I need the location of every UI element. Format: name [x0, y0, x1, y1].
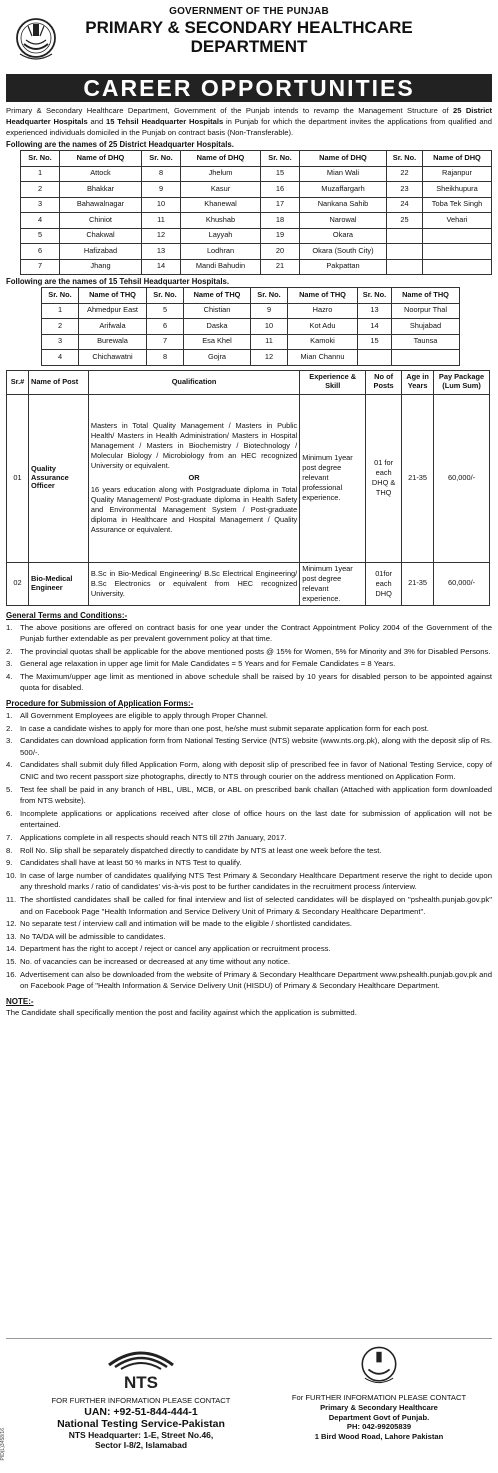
post-sr: 01	[7, 394, 29, 562]
thq-sr-cell: 11	[251, 334, 288, 350]
post-age: 21-35	[402, 394, 434, 562]
dhq-sr-cell	[387, 228, 423, 244]
list-item: 6. Incomplete applications or applications received after close of office hours on the last date for submission of application will not be entertained.	[6, 808, 492, 830]
thq-sr-cell: 9	[251, 303, 288, 319]
nts-address-line2: Sector I-8/2, Islamabad	[94, 1439, 188, 1450]
dhq-sr-cell: 12	[142, 228, 181, 244]
list-item: 16. Advertisement can also be downloaded from the website of Primary & Secondary Healthcare Department www.pshealth.punjab.gov.pk and on Facebook Page of "Health Information & Service Delivery Unit (HISDU) of Primary & Secondary Healthcare Department.	[6, 969, 492, 991]
dhq-name-cell: Nankana Sahib	[300, 197, 387, 213]
posts-col-count: No of Posts	[366, 370, 402, 394]
list-item: 1. All Government Employees are eligible to apply through Proper Channel.	[6, 711, 268, 721]
dhq-name-cell	[423, 244, 492, 260]
department-contact-block	[270, 1343, 488, 1441]
post-age: 21-35	[402, 562, 434, 605]
note-title: NOTE:-	[6, 996, 34, 1006]
dhq-name-cell: Khanewal	[181, 197, 261, 213]
post-count: 01for each DHQ	[366, 562, 402, 605]
dhq-sr-cell: 24	[387, 197, 423, 213]
thq-name-cell: Gojra	[184, 350, 251, 366]
nts-name: National Testing Service-Pakistan	[57, 1417, 225, 1430]
department-contact-line2: Department Govt of Punjab.	[328, 1412, 430, 1422]
list-item: 12. No separate test / interview call and intimation will be made to the eligible / shortlisted candidates.	[6, 919, 353, 929]
thq-sr-cell: 1	[42, 303, 79, 319]
dhq-col-name: Name of DHQ	[423, 151, 492, 167]
table-row	[21, 244, 492, 260]
posts-col-age: Age in Years	[402, 370, 434, 394]
dhq-name-cell: Bahawalnagar	[60, 197, 142, 213]
dhq-sr-cell: 21	[261, 259, 300, 275]
thq-col-name: Name of THQ	[79, 288, 147, 304]
dhq-name-cell	[423, 259, 492, 275]
nts-logo-icon	[101, 1343, 181, 1393]
dhq-sr-cell: 4	[21, 213, 60, 229]
dhq-col-name: Name of DHQ	[60, 151, 142, 167]
table-row	[21, 228, 492, 244]
list-item: 11. The shortlisted candidates shall be called for final interview and list of selected candidates will be displayed on "pshealth.punjab.gov.pk" and on Facebook Page "Health Information and Service Delivery Unit of Primary & Secondary Healthcare Department".	[6, 894, 492, 916]
nts-logo-text: NTS	[124, 1373, 158, 1392]
table-row	[7, 562, 490, 605]
thq-col-sr: Sr. No.	[251, 288, 288, 304]
thq-name-cell: Hazro	[288, 303, 358, 319]
dhq-sr-cell: 8	[142, 166, 181, 182]
thq-name-cell: Ahmedpur East	[79, 303, 147, 319]
list-item: 14. Department has the right to accept / reject or cancel any application or recruitment process.	[6, 944, 331, 954]
dhq-col-name: Name of DHQ	[300, 151, 387, 167]
thq-name-cell: Kot Adu	[288, 319, 358, 335]
thq-sr-cell: 12	[251, 350, 288, 366]
post-qualification: B.Sc in Bio-Medical Engineering/ B.Sc Electrical Engineering/ B.Sc Electronics or equivalent from HEC recognized University.	[88, 562, 299, 605]
note-text: The Candidate shall specifically mention the post and facility against which the application is submitted.	[6, 1007, 357, 1017]
post-sr: 02	[7, 562, 29, 605]
list-item: 8. Roll No. Slip shall be separately dispatched directly to candidate by NTS at least one week before the test.	[6, 845, 382, 855]
post-qualification: Masters in Total Quality Management / Masters in Public Health/ Masters in Health Administration/ Masters in Hospital Management / Masters in Biochemistry / Biotechnology / Molecular Biology / Microbiology from an HEC recognized University or equivalent. OR 16 years education along with Postgraduate diploma in Total Quality Management/ Post-graduate diploma in Health Safety and Environmental Management System / Post-graduate diploma in Healthcare and Hospital Management / Quality Assurance or equivalent.	[88, 394, 299, 562]
thq-col-name: Name of THQ	[288, 288, 358, 304]
footer	[6, 1338, 492, 1468]
thq-name-cell: Arifwala	[79, 319, 147, 335]
dhq-sr-cell: 18	[261, 213, 300, 229]
publication-code: PID(L)3458/16	[0, 1428, 6, 1461]
dhq-sr-cell	[387, 244, 423, 260]
dhq-name-cell: Rajanpur	[423, 166, 492, 182]
post-name: Bio-Medical Engineer	[28, 562, 88, 605]
dhq-table	[20, 150, 492, 275]
dhq-sr-cell: 13	[142, 244, 181, 260]
thq-name-cell: Kamoki	[288, 334, 358, 350]
dhq-count-text: 25 District Headquarter Hospitals	[6, 106, 492, 126]
thq-name-cell: Noorpur Thal	[392, 303, 460, 319]
thq-sr-cell: 3	[42, 334, 79, 350]
dhq-sr-cell: 6	[21, 244, 60, 260]
dhq-sr-cell: 11	[142, 213, 181, 229]
thq-name-cell: Chichawatni	[79, 350, 147, 366]
thq-sr-cell: 4	[42, 350, 79, 366]
dhq-sr-cell: 15	[261, 166, 300, 182]
dhq-name-cell: Okara	[300, 228, 387, 244]
government-title: GOVERNMENT OF THE PUNJAB	[169, 6, 329, 17]
dhq-name-cell: Muzaffargarh	[300, 182, 387, 198]
dhq-sr-cell: 17	[261, 197, 300, 213]
dhq-name-cell: Kasur	[181, 182, 261, 198]
posts-table	[6, 370, 490, 606]
terms-list	[6, 622, 492, 695]
dhq-name-cell: Chakwal	[60, 228, 142, 244]
post-count: 01 for each DHQ & THQ	[366, 394, 402, 562]
thq-name-cell: Daska	[184, 319, 251, 335]
list-item: 13. No TA/DA will be admissible to candidates.	[6, 931, 166, 941]
dhq-sr-cell: 3	[21, 197, 60, 213]
dhq-name-cell: Chiniot	[60, 213, 142, 229]
thq-name-cell: Esa Khel	[184, 334, 251, 350]
thq-sr-cell	[358, 350, 392, 366]
dhq-name-cell: Hafizabad	[60, 244, 142, 260]
dhq-name-cell: Attock	[60, 166, 142, 182]
thq-sr-cell: 10	[251, 319, 288, 335]
list-item: 5. Test fee shall be paid in any branch of HBL, UBL, MCB, or ABL on prescribed bank challan (Attached with application form downloaded from NTS website).	[6, 784, 492, 806]
thq-sr-cell: 6	[147, 319, 184, 335]
dhq-name-cell	[423, 228, 492, 244]
terms-title: General Terms and Conditions:-	[6, 610, 128, 620]
dhq-name-cell: Toba Tek Singh	[423, 197, 492, 213]
dhq-sr-cell: 7	[21, 259, 60, 275]
nts-uan: UAN: +92-51-844-444-1	[84, 1405, 198, 1418]
posts-col-qualification: Qualification	[88, 370, 299, 394]
list-item: 3. General age relaxation in upper age limit for Male Candidates = 5 Years and for Female Candidates = 8 Years.	[6, 659, 396, 669]
dhq-col-sr: Sr. No.	[261, 151, 300, 167]
dhq-name-cell: Vehari	[423, 213, 492, 229]
thq-col-sr: Sr. No.	[358, 288, 392, 304]
nts-contact-heading: FOR FURTHER INFORMATION PLEASE CONTACT	[51, 1395, 231, 1405]
thq-caption: Following are the names of 15 Tehsil Headquarter Hospitals.	[6, 277, 229, 286]
dhq-name-cell: Pakpattan	[300, 259, 387, 275]
dhq-name-cell: Layyah	[181, 228, 261, 244]
thq-col-sr: Sr. No.	[147, 288, 184, 304]
dhq-sr-cell: 22	[387, 166, 423, 182]
intro-paragraph: Primary & Secondary Healthcare Department, Government of the Punjab intends to revamp the Management Structure of 25 District Headquarter Hospitals and 15 Tehsil Headquarter Hospitals in Punjab for which the department invites the applications from qualified and experienced individuals domiciled in the Punjab on contract basis (Non-Transferable).	[6, 106, 493, 137]
dhq-sr-cell: 9	[142, 182, 181, 198]
department-phone: PH: 042-99205839	[346, 1422, 412, 1431]
thq-sr-cell: 8	[147, 350, 184, 366]
thq-count-text: 15 Tehsil Headquarter Hospitals	[106, 117, 224, 126]
thq-col-name: Name of THQ	[392, 288, 460, 304]
department-contact-line1: Primary & Secondary Healthcare	[320, 1403, 438, 1412]
dhq-sr-cell: 5	[21, 228, 60, 244]
dhq-sr-cell: 1	[21, 166, 60, 182]
table-row	[42, 319, 460, 335]
thq-name-cell: Shujabad	[392, 319, 460, 335]
table-row	[42, 334, 460, 350]
table-row	[7, 394, 490, 562]
dhq-caption: Following are the names of 25 District Headquarter Hospitals.	[6, 140, 234, 149]
thq-sr-cell: 15	[358, 334, 392, 350]
table-row	[21, 259, 492, 275]
table-row	[42, 303, 460, 319]
nts-contact-block	[16, 1343, 266, 1450]
dhq-col-sr: Sr. No.	[387, 151, 423, 167]
thq-name-cell: Chistian	[184, 303, 251, 319]
punjab-emblem-icon	[359, 1343, 399, 1387]
dhq-sr-cell: 19	[261, 228, 300, 244]
table-row	[42, 350, 460, 366]
department-title-line1: PRIMARY & SECONDARY HEALTHCARE	[85, 18, 413, 37]
list-item: 15. No. of vacancies can be increased or decreased at any time without any notice.	[6, 956, 291, 966]
dhq-sr-cell: 10	[142, 197, 181, 213]
thq-col-name: Name of THQ	[184, 288, 251, 304]
punjab-emblem-icon	[14, 14, 58, 64]
dhq-name-cell: Mian Wali	[300, 166, 387, 182]
thq-name-cell: Mian Channu	[288, 350, 358, 366]
list-item: 2. The provincial quotas shall be applicable for the above mentioned posts @ 15% for Women, 5% for Minority and 3% for Disabled Persons.	[6, 646, 491, 656]
list-item: 4. The Maximum/upper age limit as mentioned in above schedule shall be raised by 10 years for disabled person to be appointed against quota for disabled.	[6, 671, 492, 693]
thq-sr-cell: 7	[147, 334, 184, 350]
department-title-line2: DEPARTMENT	[190, 37, 308, 56]
posts-col-name: Name of Post	[28, 370, 88, 394]
thq-sr-cell: 14	[358, 319, 392, 335]
list-item: 7. Applications complete in all respects should reach NTS till 27th January, 2017.	[6, 833, 287, 842]
dhq-col-sr: Sr. No.	[21, 151, 60, 167]
dhq-name-cell: Okara (South City)	[300, 244, 387, 260]
career-banner: CAREER OPPORTUNITIES	[6, 74, 492, 102]
dhq-sr-cell: 14	[142, 259, 181, 275]
dhq-name-cell: Lodhran	[181, 244, 261, 260]
list-item: 4. Candidates shall submit duly filled Application Form, along with deposit slip of prescribed fee in favor of National Testing Service, copy of CNIC and two recent passport size photographs, directly to NTS through courier on the address mentioned on Application Form.	[6, 760, 492, 782]
thq-table	[41, 287, 460, 366]
nts-address-line1: NTS Headquarter: 1-E, Street No.46,	[68, 1429, 214, 1440]
thq-name-cell: Taunsa	[392, 334, 460, 350]
list-item: 9. Candidates shall have at least 50 % marks in NTS Test to qualify.	[6, 858, 242, 868]
header	[6, 6, 492, 72]
post-experience: Minimum 1year post degree relevant professional experience.	[300, 394, 366, 562]
dhq-name-cell: Jhelum	[181, 166, 261, 182]
procedure-title: Procedure for Submission of Application Forms:-	[6, 699, 194, 709]
table-row	[21, 197, 492, 213]
list-item: 3. Candidates can download application form from National Testing Service (NTS) website (www.nts.org.pk), along with the deposit slip of Rs. 500/-.	[6, 736, 492, 757]
thq-sr-cell: 13	[358, 303, 392, 319]
dhq-name-cell: Bhakkar	[60, 182, 142, 198]
dhq-name-cell: Mandi Bahudin	[181, 259, 261, 275]
list-item: 2. In case a candidate wishes to apply for more than one post, he/she must submit separate application form for each post.	[6, 723, 429, 733]
post-name: Quality Assurance Officer	[28, 394, 88, 562]
posts-col-pay: Pay Package (Lum Sum)	[434, 370, 490, 394]
table-row	[21, 166, 492, 182]
dhq-sr-cell: 16	[261, 182, 300, 198]
thq-name-cell	[392, 350, 460, 366]
dhq-col-name: Name of DHQ	[181, 151, 261, 167]
post-pay: 60,000/-	[434, 562, 490, 605]
procedure-list	[6, 710, 492, 992]
thq-name-cell: Burewala	[79, 334, 147, 350]
dhq-sr-cell	[387, 259, 423, 275]
posts-col-experience: Experience & Skill	[300, 370, 366, 394]
dhq-sr-cell: 20	[261, 244, 300, 260]
dhq-name-cell: Jhang	[60, 259, 142, 275]
table-row	[21, 182, 492, 198]
dhq-name-cell: Khushab	[181, 213, 261, 229]
post-pay: 60,000/-	[434, 394, 490, 562]
dhq-sr-cell: 23	[387, 182, 423, 198]
dhq-col-sr: Sr. No.	[142, 151, 181, 167]
post-experience: Minimum 1year post degree relevant experience.	[300, 562, 366, 605]
list-item: 1. The above positions are offered on contract basis for one year under the Contract Appointment Policy 2004 of the Government of the Punjab further extendable as per prevalent government policy at that time.	[6, 622, 492, 644]
department-contact-heading: For FURTHER INFORMATION PLEASE CONTACT	[291, 1393, 467, 1402]
posts-col-sr: Sr.#	[7, 370, 29, 394]
dhq-name-cell: Sheikhupura	[423, 182, 492, 198]
thq-sr-cell: 2	[42, 319, 79, 335]
list-item: 10. In case of large number of candidates qualifying NTS Test Primary & Secondary Healthcare Department reserve the right to decide upon any threshold marks / ratio of candidates' vis-à-vis post to be further candidates in the recruitment process /interview.	[6, 870, 492, 892]
dhq-sr-cell: 25	[387, 213, 423, 229]
thq-sr-cell: 5	[147, 303, 184, 319]
thq-col-sr: Sr. No.	[42, 288, 79, 304]
department-address: 1 Bird Wood Road, Lahore Pakistan	[314, 1431, 444, 1441]
dhq-name-cell: Narowal	[300, 213, 387, 229]
dhq-sr-cell: 2	[21, 182, 60, 198]
table-row	[21, 213, 492, 229]
